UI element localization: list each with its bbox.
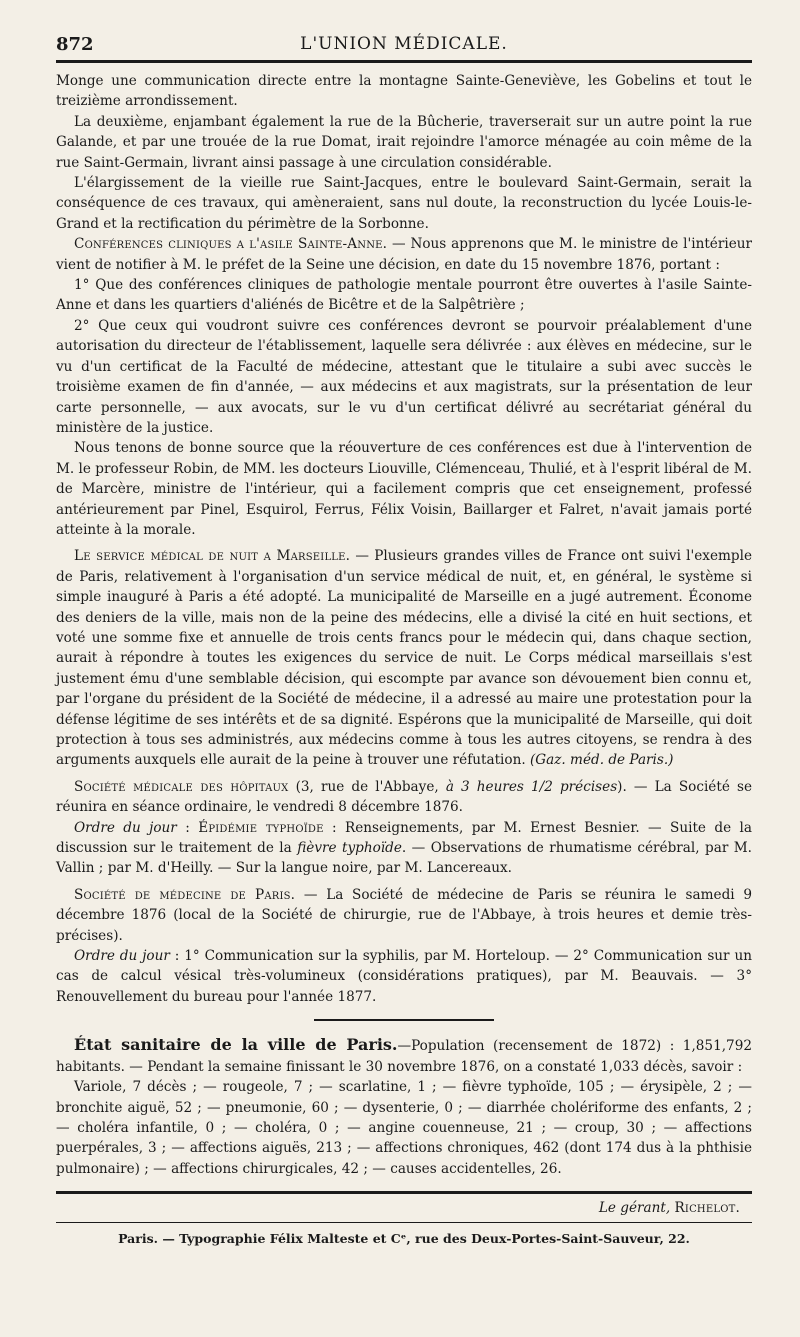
item-time: à 3 heures 1/2 précises xyxy=(445,778,618,795)
etat-intro: —Population (recensement de 1872) : 1,851,792 habitants. — Pendant la semaine finissant le 30 novembre 1876, on a constaté 1,033 décès, savoir : xyxy=(56,1038,752,1075)
paragraph: 1° Que des conférences cliniques de pathologie mentale pourront être ouvertes à l'asile Sainte-Anne et dans les quartiers d'aliénés de Bicêtre et de la Salpêtrière ; xyxy=(56,277,752,314)
news-item-conferences xyxy=(56,234,752,275)
section-divider xyxy=(314,1019,494,1021)
item-text: — La Société de médecine de Paris se réunira le samedi 9 décembre 1876 (local de la Société de chirurgie, rue de l'Abbaye, à trois heures et demie très-précises). xyxy=(56,886,752,944)
agenda-lead: Ordre du jour xyxy=(74,948,170,965)
item-heading: Société de médecine de Paris. xyxy=(74,886,296,903)
paragraph: Monge une communication directe entre la montagne Sainte-Geneviève, les Gobelins et tout le treizième arrondissement. xyxy=(56,73,752,110)
gerant-label: Le gérant, xyxy=(598,1200,671,1217)
item-source: (Gaz. méd. de Paris.) xyxy=(529,752,674,769)
printer-imprint: Paris. — Typographie Félix Malteste et Cᵉ, rue des Deux-Portes-Saint-Sauveur, 22. xyxy=(118,1231,690,1247)
etat-list: Variole, 7 décès ; — rougeole, 7 ; — scarlatine, 1 ; — fièvre typhoïde, 105 ; — érysipèle, 2 ; — bronchite aiguë, 52 ; — pneumonie, 60 ; — dysenterie, 0 ; — diarrhée cholériforme des enfants, 2 ; — choléra infantile, 0 ; — choléra, 0 ; — angine couenneuse, 21 ; — croup, 30 ; — affections puerpérales, 3 ; — affections aiguës, 213 ; — affections chroniques, 462 (dont 174 dus à la phthisie pulmonaire) ; — affections chirurgicales, 42 ; — causes accidentelles, 26. xyxy=(56,1079,752,1177)
item-text: (3, rue de l'Abbaye, xyxy=(288,778,446,795)
agenda-text: : Renseignements, par M. Ernest Besnier. — Suite de la discussion sur le traitement de la xyxy=(56,819,752,857)
gerant-name: Richelot. xyxy=(674,1200,740,1217)
agenda-text: : 1° Communication sur la syphilis, par M. Horteloup. — 2° Communication sur un cas de calcul vésical très-volumineux (considérations pratiques), par M. Beauvais. — 3° Renouvellement du bureau pour l'année 1877. xyxy=(56,948,752,1005)
agenda-term: fièvre typhoïde xyxy=(297,840,402,857)
etat-sanitaire xyxy=(56,1035,752,1077)
item-heading: Conférences cliniques a l'asile Sainte-Anne. xyxy=(74,236,388,253)
item-text: ). — La Société se réunira en séance ordinaire, le vendredi 8 décembre 1876. xyxy=(56,778,752,816)
paragraph: 2° Que ceux qui voudront suivre ces conférences devront se pourvoir préalablement d'une autorisation du directeur de l'établissement, laquelle sera délivrée : aux élèves en médecine, sur le vu d'un certificat de la Faculté de médecine, attestant que le titulaire a subi avec succès le troisième examen de fin d'année, — aux médecins et aux magistrats, sur la présentation de leur carte personnelle, — aux avocats, sur le vu d'un certificat délivré au secrétariat général du ministère de la justice. xyxy=(56,317,752,436)
agenda xyxy=(56,818,752,879)
article-body xyxy=(56,71,752,1179)
page-header xyxy=(56,30,752,63)
item-heading: Le service médical de nuit a Marseille. xyxy=(74,548,351,565)
paragraph: Nous tenons de bonne source que la réouverture de ces conférences est due à l'intervention de M. le professeur Robin, de MM. les docteurs Liouville, Clémenceau, Thulié, et à l'esprit libéral de M. de Marcère, ministre de l'intérieur, qui a facilement compris que cet enseignement, professé antérieurement par Pinel, Esquirol, Ferrus, Félix Voisin, Baillarger et Falret, n'avait jamais porté atteinte à la morale. xyxy=(56,440,753,538)
paragraph: L'élargissement de la vieille rue Saint-Jacques, entre le boulevard Saint-Germain, serait la conséquence de ces travaux, qui amèneraient, sans nul doute, la reconstruction du lycée Louis-le-Grand et la rectification du périmètre de la Sorbonne. xyxy=(56,175,752,232)
gerant-signature xyxy=(56,1200,752,1216)
etat-title: État sanitaire de la ville de Paris. xyxy=(74,1035,398,1055)
agenda-lead: Ordre du jour xyxy=(74,819,177,836)
agenda-colon: : xyxy=(176,819,199,836)
agenda-topic: Épidémie typhoïde xyxy=(198,819,324,836)
agenda xyxy=(56,946,752,1007)
agenda-text: . — Observations de rhumatisme cérébral, par M. Vallin ; par M. d'Heilly. — Sur la langue noire, par M. Lancereaux. xyxy=(56,840,753,877)
news-item-societe-medecine xyxy=(56,885,752,946)
item-text: — Nous apprenons que M. le ministre de l'intérieur vient de notifier à M. le préfet de la Seine une décision, en date du 15 novembre 1876, portant : xyxy=(56,236,752,273)
item-text: — Plusieurs grandes villes de France ont suivi l'exemple de Paris, relativement à l'organisation d'un service médical de nuit, et, en général, le système si simple inauguré à Paris a été adopté. La municipalité de Marseille en a jugé autrement. Économe des deniers de la ville, mais non de la peine des médecins, elle a divisé la cité en huit sections, et voté une somme fixe et annuelle de trois cents francs pour le médecin qui, dans chaque section, aurait à répondre à toutes les exigences du service de nuit. Le Corps médical marseillais s'est justement ému d'une semblable décision, qui escompte par avance son dévouement bien connu et, par l'organe du président de la Société de médecine, il a adressé au maire une protestation pour la défense légitime de ses intérêts et de sa dignité. Espérons que la municipalité de Marseille, qui doit protection à tous ses administrés, aux médecins comme à tous les autres citoyens, se rendra à des arguments auxquels elle aurait de la peine à trouver une réfutation. xyxy=(56,548,753,769)
running-head: L'UNION MÉDICALE. xyxy=(300,34,508,54)
footer-rule xyxy=(56,1222,752,1223)
item-heading: Société médicale des hôpitaux xyxy=(74,778,289,795)
news-item-marseille xyxy=(56,546,752,770)
page-number: 872 xyxy=(56,34,94,55)
gerant-rule xyxy=(56,1191,752,1194)
paragraph: La deuxième, enjambant également la rue de la Bûcherie, traverserait sur un autre point la rue Galande, et par une trouée de la rue Domat, irait rejoindre l'amorce ménagée au coin même de la rue Saint-Germain, livrant ainsi passage à une circulation considérable. xyxy=(56,113,752,171)
news-item-hopitaux xyxy=(56,777,752,818)
